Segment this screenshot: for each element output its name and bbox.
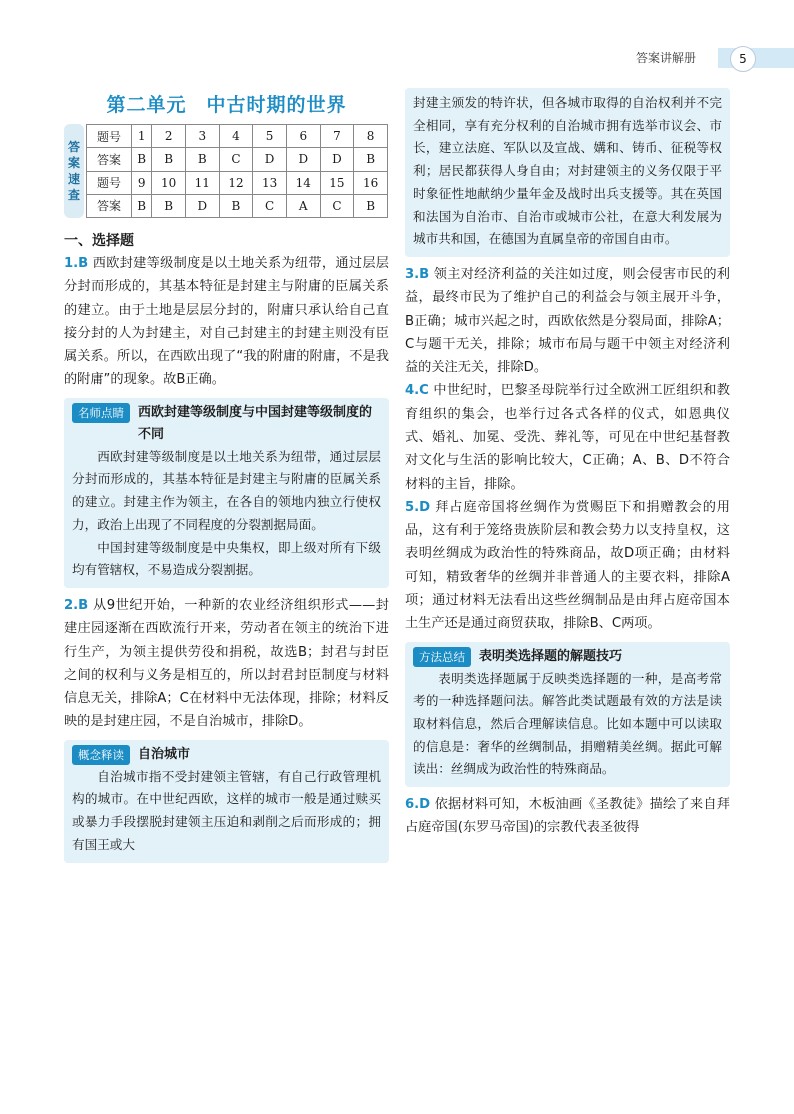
row-header: 答案: [87, 194, 132, 217]
answer-cell: B: [132, 194, 152, 217]
page-number: 5: [730, 46, 756, 72]
question-number: 5.D: [405, 499, 431, 515]
question-number: 4.C: [405, 383, 429, 399]
answer-text: 西欧封建等级制度是以土地关系为纽带，通过层层分封而形成的，其基本特征是封建主与附庸的臣属关系的建立。由于土地是层层分封的，附庸只承认给自己直接分封的人为封建主，对自己封建主的封建主则没有臣属关系。所以，在西欧出现了“我的附庸的附庸，不是我的附庸”的现象。故B正确。: [64, 256, 389, 388]
answer-cell: 3: [185, 125, 219, 148]
question-1-answer: [64, 252, 389, 392]
box-tag: 方法总结: [413, 647, 471, 667]
answer-cell: 16: [354, 171, 388, 194]
answer-text: 拜占庭帝国将丝绸作为赏赐臣下和捐赠教会的用品，这有利于笼络贵族阶层和教会势力以支持皇权，这表明丝绸成为政治性的特殊商品，故D项正确；由材料可知，精致奢华的丝绸并非普通人的主要衣料，排除A项；通过材料无法看出这些丝绸制品是由拜占庭帝国本土生产还是通过商贸获取，排除B、C两项。: [405, 499, 730, 632]
answer-cell: 11: [185, 171, 219, 194]
answer-cell: 10: [152, 171, 186, 194]
answer-cell: 7: [320, 125, 354, 148]
box-paragraph: 封建主颁发的特许状，但各城市取得的自治权利并不完全相同，享有充分权利的自治城市拥有选举市议会、市长，建立法庭、军队以及宣战、媾和、铸币、征税等权利；居民都获得人身自由；对封建领主的义务仅限于平时象征性地献纳少量年金及战时出兵支援等。其在英国和法国为自治市、自治市或城市公社，在意大利发展为城市共和国，在德国为直属皇帝的帝国自由市。: [413, 95, 722, 247]
answer-cell: 15: [320, 171, 354, 194]
answer-cell: A: [286, 194, 320, 217]
answer-cell: B: [354, 148, 388, 171]
answer-cell: C: [219, 148, 253, 171]
answer-cell: C: [253, 194, 287, 217]
box-title: 自治城市: [138, 746, 191, 762]
answer-text: 领主对经济利益的关注如过度，则会侵害市民的利益，最终市民为了维护自己的利益会与领主展开斗争，B正确；城市兴起之时，西欧依然是分裂局面，排除A；C与题干无关，排除；城市布局与题干中领主对经济利益的关注无关，排除D。: [405, 266, 730, 376]
answer-cell: 6: [286, 125, 320, 148]
label-char: 答: [67, 140, 80, 154]
answer-text: 依据材料可知，木板油画《圣教徒》描绘了来自拜占庭帝国(东罗马帝国)的宗教代表圣彼得: [405, 797, 730, 836]
concept-box-continued: [405, 88, 730, 257]
row-header: 答案: [87, 148, 132, 171]
answer-table: [86, 124, 388, 218]
unit-title: 第二单元 中古时期的世界: [106, 94, 347, 116]
box-paragraph: 表明类选择题属于反映类选择题的一种，是高考常考的一种选择题问法。解答此类试题最有效的方法是读取材料信息，然后合理解读信息。比如本题中可以读取的信息是：奢华的丝绸制品，捐赠精美丝绸。据此可解读出：丝绸成为政治性的特殊商品。: [413, 670, 722, 777]
answer-cell: 1: [132, 125, 152, 148]
answer-cell: D: [286, 148, 320, 171]
answer-table-row: [87, 125, 388, 148]
answer-cell: D: [320, 148, 354, 171]
answer-table-label: [64, 124, 84, 218]
answer-cell: B: [152, 194, 186, 217]
answer-text: 中世纪时，巴黎圣母院举行过全欧洲工匠组织和教育组织的集会，也举行过各式各样的仪式，如恩典仪式、婚礼、加冕、受洗、葬礼等，可见在中世纪基督教对文化与生活的影响比较大，C正确；A、B、D不符合材料的主旨，排除。: [405, 383, 730, 492]
answer-cell: B: [185, 148, 219, 171]
question-number: 6.D: [405, 797, 431, 813]
answer-cell: 2: [152, 125, 186, 148]
question-2-answer: [64, 594, 389, 734]
question-3-answer: [405, 263, 730, 379]
label-char: 案: [67, 156, 80, 170]
answer-cell: 5: [253, 125, 287, 148]
answer-cell: D: [185, 194, 219, 217]
answer-cell: B: [132, 148, 152, 171]
answer-cell: 4: [219, 125, 253, 148]
answer-table-row: [87, 194, 388, 217]
question-5-answer: [405, 496, 730, 636]
answer-cell: 9: [132, 171, 152, 194]
teacher-tip-box: [64, 398, 389, 588]
section-title: 一、选择题: [64, 233, 134, 249]
box-paragraph: 中国封建等级制度是中央集权，即上级对所有下级均有管辖权，不易造成分裂割据。: [72, 539, 381, 578]
answer-cell: C: [320, 194, 354, 217]
label-char: 查: [67, 188, 80, 202]
question-4-answer: [405, 379, 730, 495]
answer-table-row: [87, 171, 388, 194]
question-number: 3.B: [405, 266, 430, 282]
answer-cell: 14: [286, 171, 320, 194]
answer-text: 从9世纪开始，一种新的农业经济组织形式——封建庄园逐渐在西欧流行开来，劳动者在领主的统治下进行生产，为领主提供劳役和捐税，故选B；封君与封臣之间的权利与义务是相互的，所以封君封臣制度与材料信息无关，排除A；C在材料中无法体现，排除；材料反映的是封建庄园，不是自治城市，排除D。: [64, 598, 389, 730]
box-paragraph: 自治城市指不受封建领主管辖，有自己行政管理机构的城市。在中世纪西欧，这样的城市一般是通过赎买或暴力手段摆脱封建领主压迫和剥削之后而形成的；拥有国王或大: [72, 768, 381, 852]
answer-cell: B: [219, 194, 253, 217]
question-6-answer: [405, 793, 730, 840]
book-title: 答案讲解册: [636, 51, 697, 65]
answer-cell: D: [253, 148, 287, 171]
row-header: 题号: [87, 125, 132, 148]
method-summary-box: [405, 642, 730, 788]
left-column: [64, 88, 389, 869]
box-paragraph: 西欧封建等级制度是以土地关系为纽带，通过层层分封而形成的，其基本特征是封建主与附庸的臣属关系的建立。封建主作为领主，在各自的领地内独立行使权力，政治上出现了不同程度的分裂割据局面。: [72, 448, 381, 532]
box-title: 西欧封建等级制度与中国封建等级制度的不同: [138, 404, 373, 442]
answer-cell: B: [152, 148, 186, 171]
right-column: [405, 88, 730, 840]
question-number: 2.B: [64, 598, 89, 613]
answer-cell: 8: [354, 125, 388, 148]
answer-cell: 13: [253, 171, 287, 194]
question-number: 1.B: [64, 256, 89, 271]
answer-table-row: [87, 148, 388, 171]
answer-cell: B: [354, 194, 388, 217]
answer-quick-check: [64, 124, 389, 218]
row-header: 题号: [87, 171, 132, 194]
box-tag: 名师点睛: [72, 403, 130, 423]
box-title: 表明类选择题的解题技巧: [479, 648, 623, 664]
concept-box: [64, 740, 389, 863]
answer-cell: 12: [219, 171, 253, 194]
label-char: 速: [67, 172, 80, 186]
box-tag: 概念释读: [72, 745, 130, 765]
